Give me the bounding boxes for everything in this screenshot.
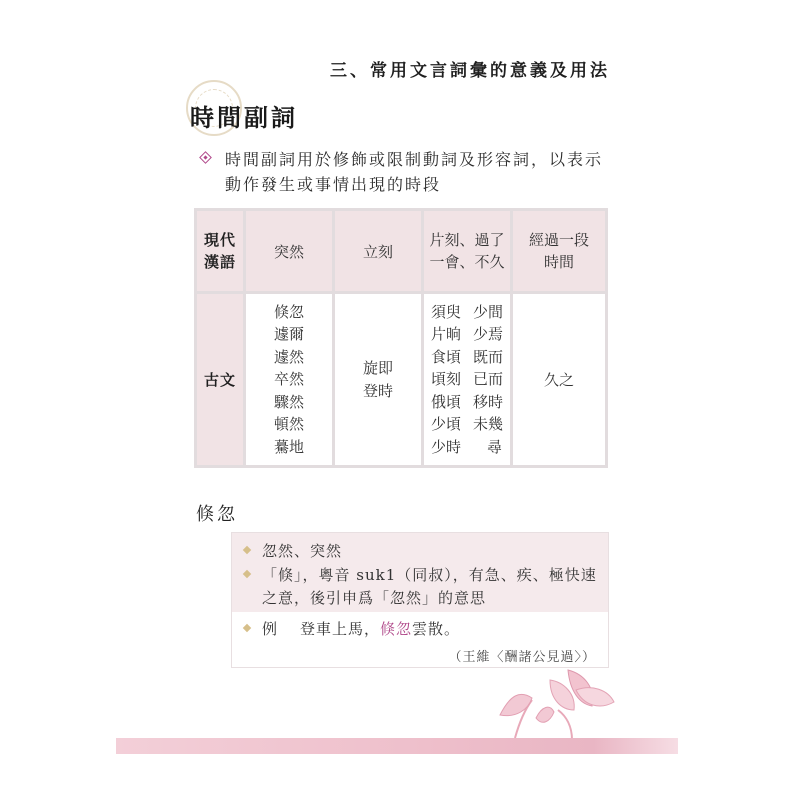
- classical-list-moment: [424, 301, 510, 459]
- classical-chinese-row: [197, 294, 605, 465]
- word-item: 驟然: [273, 392, 304, 411]
- word-item: 既而: [473, 347, 504, 366]
- word-item: 遽然: [273, 347, 304, 366]
- classical-col-moment: [424, 294, 510, 465]
- word-item: 少時: [430, 437, 461, 456]
- word-item: 食頃: [430, 347, 461, 366]
- modern-cell-after-time-text: 經過一段時間: [528, 231, 589, 271]
- intro-text: 時間副詞用於修飾或限制動詞及形容詞，以表示動作發生或事情出現的時段: [225, 150, 604, 194]
- classical-col-sudden: [246, 294, 332, 465]
- intro-paragraph: [201, 147, 611, 197]
- definition-panel: [232, 533, 608, 612]
- comparison-table: [194, 208, 608, 468]
- section-title: 時間副詞: [190, 103, 298, 132]
- modern-chinese-header: [197, 211, 243, 291]
- classical-col-immediately: [335, 294, 421, 465]
- example-line: [262, 618, 460, 639]
- term-note-box: [231, 532, 609, 668]
- modern-chinese-row: [197, 211, 605, 291]
- classical-list-sudden: [246, 301, 332, 459]
- example-highlight: 倏忽: [380, 620, 413, 638]
- word-item: 移時: [473, 392, 504, 411]
- gold-bullet-icon: [243, 570, 251, 578]
- example-citation: （王維〈酬諸公見過〉）: [448, 650, 596, 665]
- gold-bullet-icon: [243, 546, 251, 554]
- modern-cell-moment: [424, 211, 510, 291]
- word-item: 須臾: [430, 302, 461, 321]
- word-item: 尋: [487, 437, 503, 456]
- example-suffix: 雲散。: [412, 620, 461, 638]
- word-item: 旋即: [362, 359, 393, 377]
- explanation-line-1: 「倏」，粵音 suk1（同叔），有急、疾、極快速: [262, 566, 597, 584]
- modern-cell-immediately: 立刻: [335, 211, 421, 291]
- word-item: 遽爾: [273, 325, 304, 344]
- modern-cell-after-time: [513, 211, 605, 291]
- modern-chinese-header-text: 現代漢語: [204, 231, 237, 271]
- explanation-line-2: 之意，後引申爲「忽然」的意思: [262, 589, 487, 607]
- word-item: 未幾: [473, 415, 504, 434]
- word-item: 頓然: [273, 415, 304, 434]
- word-item: 已而: [473, 370, 504, 389]
- chapter-header: 三、常用文言詞彙的意義及用法: [330, 61, 610, 81]
- word-item: 登時: [362, 381, 393, 400]
- classical-chinese-header: 古文: [197, 294, 243, 465]
- word-item: 少間: [473, 302, 504, 321]
- word-item: 俄頃: [430, 392, 461, 411]
- term-title: 倏忽: [196, 504, 238, 525]
- word-item: 驀地: [273, 437, 304, 456]
- word-item: 少焉: [473, 325, 504, 344]
- example-label: 例: [262, 620, 279, 638]
- modern-cell-sudden: 突然: [246, 211, 332, 291]
- gold-bullet-icon: [243, 624, 251, 632]
- classical-col-after-time: 久之: [513, 294, 605, 465]
- modern-cell-moment-text: 片刻、過了一會、不久: [429, 231, 505, 271]
- meaning-text: 忽然、突然: [262, 542, 343, 560]
- word-item: 卒然: [273, 370, 304, 389]
- word-item: 少頃: [430, 415, 461, 434]
- decorative-bottom-band: [116, 738, 678, 754]
- word-item: 頃刻: [430, 370, 461, 389]
- example-prefix: 登車上馬，: [300, 620, 381, 638]
- classical-list-immediately: [335, 357, 421, 402]
- word-item: 片晌: [430, 325, 461, 344]
- word-item: 倏忽: [273, 302, 304, 321]
